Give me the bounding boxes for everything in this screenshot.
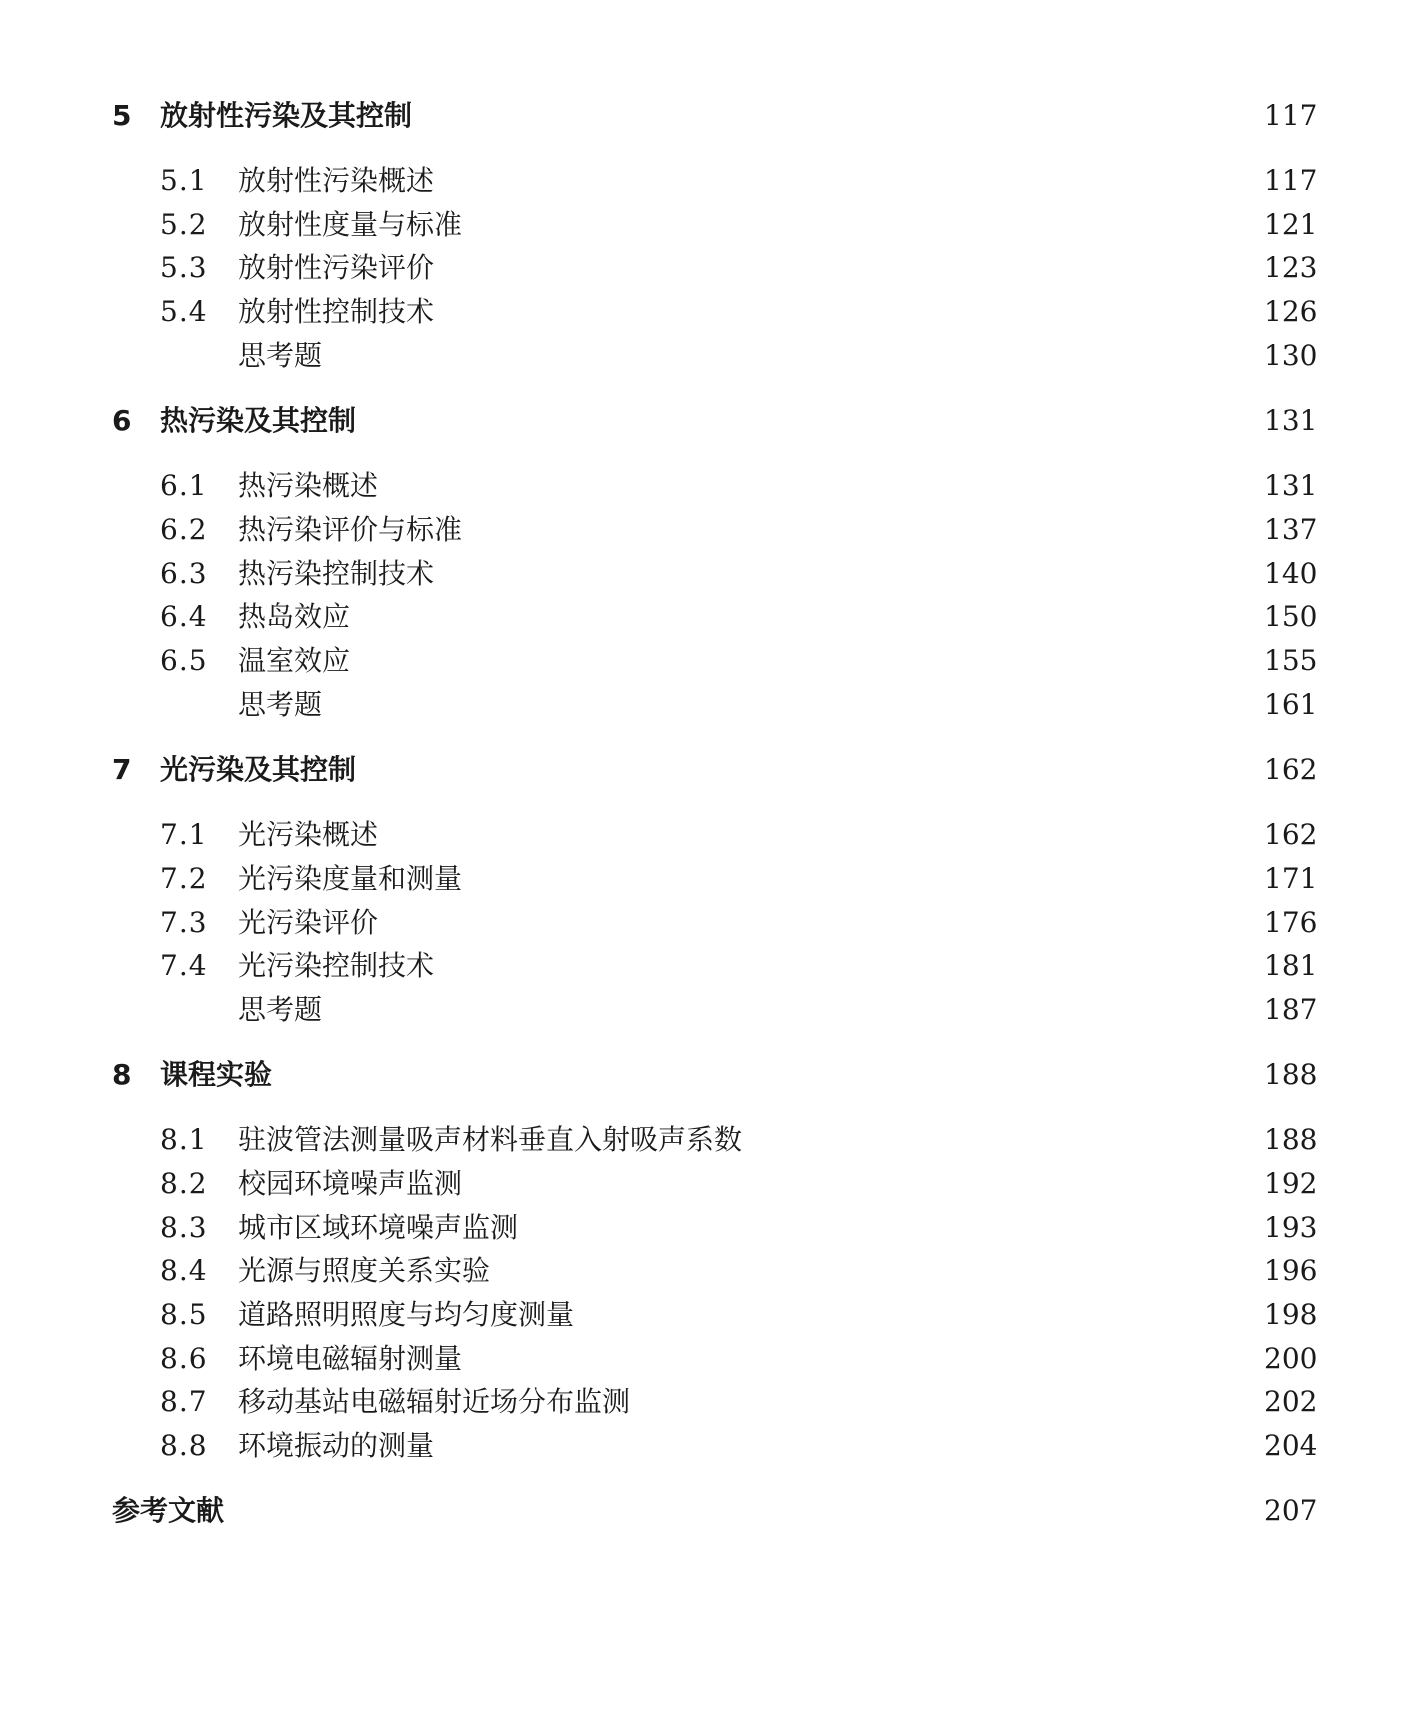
dot-leader xyxy=(466,859,1260,899)
toc-entry-number: 8.4 xyxy=(160,1254,208,1287)
toc-entry-number: 8.2 xyxy=(160,1167,208,1200)
toc-entry-page-number: 162 xyxy=(1264,818,1318,851)
toc-entry-title: 参考文献 xyxy=(112,1494,225,1527)
toc-section-entry[interactable] xyxy=(112,161,1318,201)
toc-entry-number: 8.5 xyxy=(160,1298,208,1331)
toc-entry-title: 思考题 xyxy=(238,993,323,1026)
toc-entry-page-number: 130 xyxy=(1264,339,1318,372)
toc-entry-page-number: 187 xyxy=(1264,993,1318,1026)
dot-leader xyxy=(746,1120,1260,1160)
dot-leader xyxy=(326,685,1260,725)
toc-entry-page-number: 176 xyxy=(1264,906,1318,939)
toc-entry-number: 8 xyxy=(112,1058,132,1091)
toc-entry-number: 6.3 xyxy=(160,557,208,590)
toc-entry-page-number: 126 xyxy=(1264,295,1318,328)
dot-leader xyxy=(326,990,1260,1030)
toc-entry-number: 5.2 xyxy=(160,208,208,241)
toc-entry-title: 校园环境噪声监测 xyxy=(238,1167,463,1200)
dot-leader xyxy=(376,401,1260,441)
dot-leader xyxy=(438,292,1260,332)
toc-entry-title: 光污染度量和测量 xyxy=(238,862,463,895)
toc-chapter-entry[interactable] xyxy=(112,96,1318,136)
dot-leader xyxy=(376,750,1260,790)
toc-entry-number: 8.1 xyxy=(160,1123,208,1156)
dot-leader xyxy=(438,1426,1260,1466)
toc-entry-page-number: 188 xyxy=(1264,1123,1318,1156)
toc-entry-title: 思考题 xyxy=(238,339,323,372)
toc-entry-page-number: 193 xyxy=(1264,1211,1318,1244)
toc-entry-page-number: 196 xyxy=(1264,1254,1318,1287)
toc-entry-number: 5.4 xyxy=(160,295,208,328)
toc-entry-title: 光污染及其控制 xyxy=(160,753,357,786)
toc-section-entry[interactable] xyxy=(112,597,1318,637)
toc-entry-page-number: 188 xyxy=(1264,1058,1318,1091)
toc-entry-title: 放射性污染概述 xyxy=(238,164,435,197)
toc-entry-number: 6.2 xyxy=(160,513,208,546)
toc-entry-number: 7.2 xyxy=(160,862,208,895)
dot-leader xyxy=(292,1055,1260,1095)
toc-section-entry[interactable] xyxy=(112,554,1318,594)
toc-entry-page-number: 131 xyxy=(1264,469,1318,502)
toc-entry-page-number: 150 xyxy=(1264,600,1318,633)
toc-entry-number: 5.3 xyxy=(160,251,208,284)
toc-entry-number: 5.1 xyxy=(160,164,208,197)
toc-entry-title: 热污染概述 xyxy=(238,469,379,502)
toc-section-entry[interactable] xyxy=(112,336,1318,376)
toc-entry-title: 热污染评价与标准 xyxy=(238,513,463,546)
toc-entry-title: 热岛效应 xyxy=(238,600,351,633)
dot-leader xyxy=(228,1491,1260,1531)
dot-leader xyxy=(466,510,1260,550)
toc-entry-page-number: 161 xyxy=(1264,688,1318,721)
toc-section-entry[interactable] xyxy=(112,510,1318,550)
dot-leader xyxy=(354,597,1260,637)
toc-entry-page-number: 171 xyxy=(1264,862,1318,895)
toc-section-entry[interactable] xyxy=(112,466,1318,506)
toc-section-entry[interactable] xyxy=(112,1208,1318,1248)
toc-entry-title: 热污染及其控制 xyxy=(160,404,357,437)
toc-entry-title: 温室效应 xyxy=(238,644,351,677)
toc-chapter-entry[interactable] xyxy=(112,1055,1318,1095)
toc-section-entry[interactable] xyxy=(112,903,1318,943)
dot-leader xyxy=(494,1251,1260,1291)
toc-section-entry[interactable] xyxy=(112,1295,1318,1335)
toc-entry-number: 7.3 xyxy=(160,906,208,939)
dot-leader xyxy=(466,1164,1260,1204)
toc-entry-number: 6.5 xyxy=(160,644,208,677)
toc-section-entry[interactable] xyxy=(112,990,1318,1030)
dot-leader xyxy=(438,161,1260,201)
toc-section-entry[interactable] xyxy=(112,1120,1318,1160)
toc-entry-page-number: 202 xyxy=(1264,1385,1318,1418)
toc-entry-page-number: 204 xyxy=(1264,1429,1318,1462)
toc-entry-title: 城市区域环境噪声监测 xyxy=(238,1211,519,1244)
dot-leader xyxy=(432,96,1260,136)
toc-entry-title: 课程实验 xyxy=(160,1058,273,1091)
dot-leader xyxy=(438,248,1260,288)
toc-entry-title: 驻波管法测量吸声材料垂直入射吸声系数 xyxy=(238,1123,743,1156)
toc-entry-title: 环境电磁辐射测量 xyxy=(238,1342,463,1375)
toc-references-entry[interactable] xyxy=(112,1491,1318,1531)
toc-section-entry[interactable] xyxy=(112,859,1318,899)
dot-leader xyxy=(382,466,1260,506)
toc-entry-number: 8.3 xyxy=(160,1211,208,1244)
toc-entry-title: 放射性控制技术 xyxy=(238,295,435,328)
toc-entry-title: 放射性度量与标准 xyxy=(238,208,463,241)
dot-leader xyxy=(578,1295,1260,1335)
toc-section-entry[interactable] xyxy=(112,248,1318,288)
toc-entry-page-number: 155 xyxy=(1264,644,1318,677)
toc-chapter-entry[interactable] xyxy=(112,750,1318,790)
toc-entry-title: 移动基站电磁辐射近场分布监测 xyxy=(238,1385,631,1418)
toc-entry-number: 6 xyxy=(112,404,132,437)
toc-section-entry[interactable] xyxy=(112,1426,1318,1466)
toc-section-entry[interactable] xyxy=(112,946,1318,986)
toc-entry-number: 6.4 xyxy=(160,600,208,633)
table-of-contents xyxy=(112,0,1318,1714)
toc-chapter-entry[interactable] xyxy=(112,401,1318,441)
toc-section-entry[interactable] xyxy=(112,815,1318,855)
toc-entry-page-number: 207 xyxy=(1264,1494,1318,1527)
dot-leader xyxy=(522,1208,1260,1248)
toc-entry-page-number: 117 xyxy=(1264,99,1318,132)
dot-leader xyxy=(382,815,1260,855)
dot-leader xyxy=(466,205,1260,245)
toc-entry-page-number: 140 xyxy=(1264,557,1318,590)
toc-entry-title: 光源与照度关系实验 xyxy=(238,1254,491,1287)
dot-leader xyxy=(438,554,1260,594)
toc-entry-number: 6.1 xyxy=(160,469,208,502)
dot-leader xyxy=(326,336,1260,376)
dot-leader xyxy=(634,1382,1260,1422)
toc-section-entry[interactable] xyxy=(112,1339,1318,1379)
toc-section-entry[interactable] xyxy=(112,685,1318,725)
toc-entry-title: 道路照明照度与均匀度测量 xyxy=(238,1298,575,1331)
toc-entry-title: 光污染评价 xyxy=(238,906,379,939)
toc-section-entry[interactable] xyxy=(112,292,1318,332)
toc-entry-number: 8.8 xyxy=(160,1429,208,1462)
dot-leader xyxy=(438,946,1260,986)
toc-section-entry[interactable] xyxy=(112,641,1318,681)
toc-entry-page-number: 192 xyxy=(1264,1167,1318,1200)
toc-entry-number: 8.6 xyxy=(160,1342,208,1375)
toc-entry-number: 5 xyxy=(112,99,132,132)
toc-section-entry[interactable] xyxy=(112,1164,1318,1204)
toc-section-entry[interactable] xyxy=(112,1382,1318,1422)
toc-entry-page-number: 162 xyxy=(1264,753,1318,786)
toc-entry-title: 放射性污染评价 xyxy=(238,251,435,284)
toc-entry-number: 7.4 xyxy=(160,949,208,982)
toc-entry-page-number: 123 xyxy=(1264,251,1318,284)
toc-entry-number: 7.1 xyxy=(160,818,208,851)
toc-entry-title: 思考题 xyxy=(238,688,323,721)
toc-entry-title: 环境振动的测量 xyxy=(238,1429,435,1462)
toc-entry-page-number: 121 xyxy=(1264,208,1318,241)
dot-leader xyxy=(466,1339,1260,1379)
toc-entry-title: 光污染控制技术 xyxy=(238,949,435,982)
toc-entry-title: 放射性污染及其控制 xyxy=(160,99,413,132)
toc-entry-page-number: 137 xyxy=(1264,513,1318,546)
toc-entry-title: 光污染概述 xyxy=(238,818,379,851)
dot-leader xyxy=(382,903,1260,943)
toc-section-entry[interactable] xyxy=(112,205,1318,245)
toc-entry-page-number: 200 xyxy=(1264,1342,1318,1375)
toc-entry-number: 8.7 xyxy=(160,1385,208,1418)
toc-section-entry[interactable] xyxy=(112,1251,1318,1291)
dot-leader xyxy=(354,641,1260,681)
toc-entry-page-number: 117 xyxy=(1264,164,1318,197)
toc-entry-page-number: 131 xyxy=(1264,404,1318,437)
toc-entry-number: 7 xyxy=(112,753,132,786)
toc-entry-title: 热污染控制技术 xyxy=(238,557,435,590)
toc-entry-page-number: 181 xyxy=(1264,949,1318,982)
toc-entry-page-number: 198 xyxy=(1264,1298,1318,1331)
